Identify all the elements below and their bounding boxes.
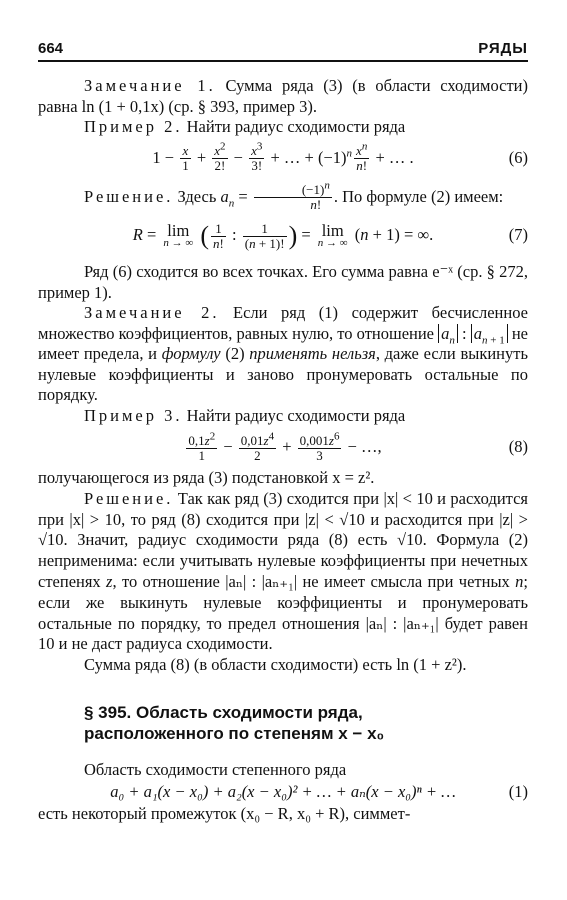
example-2: Пример 2. Найти радиус сходимости ряда [84, 117, 406, 136]
example-3: Пример 3. Найти радиус сходимости ряда [84, 405, 406, 425]
equation-number: (7) [508, 225, 528, 245]
equation-number: (1) [508, 782, 528, 802]
remark-1: Замечание 1. Сумма ряда (3) (в области сходимости) равна ln (1 + 0,1x) (ср. § 393, пример 3). [38, 76, 528, 116]
paragraph-series-6: Ряд (6) сходится во всех точках. Его сумма равна e⁻ˣ (ср. § 272, пример 1). [38, 262, 528, 302]
solution-3: Решение. Так как ряд (3) сходится при |x| < 10 и расходится при |x| > 10, то ряд (8) сходится при |z| < √10 и расходится при |z| > √10. Значит, радиус сходимости ряда (8) есть √10. Формула (2) неприменима: если учитывать нулевые коэффициенты при нечетных степенях z, то отношение |aₙ| : |aₙ₊₁| не имеет смысла при четных n; если же выкинуть нулевые коэффициенты и пронумеровать остальные по порядку, то предел отношения |aₙ| : |aₙ₊₁| будет равен 10 и не даст радиуса сходимости. [38, 488, 529, 654]
equation-number: (8) [508, 437, 528, 457]
paragraph-substitution: получающегося из ряда (3) подстановкой x = z². [38, 468, 375, 488]
page-body [38, 76, 528, 825]
remark-2: Замечание 2. Если ряд (1) содержит бесчисленное множество коэффициентов, равных нулю, то отношение $a_n$ : $a_{n + 1}$ не имеет предела, и формулу (2) применять нельзя, даже если выкинуть нулевые коэффициенты и заново пронумеровать остальные по порядку. [38, 303, 529, 405]
paragraph-domain: Область сходимости степенного ряда [84, 759, 347, 779]
page-number: 664 [38, 40, 64, 57]
header-rule [38, 60, 528, 62]
equation-8: $\frac{0,1z^2}{1}$ − $\frac{0,01z^4}{2}$ + $\frac{0,001z^6}{3}$ − …, (8) [38, 426, 528, 468]
solution-2: Решение. Здесь $a_n$ = $\frac{(-1)^n}{n!}$ . По формуле (2) имеем: [84, 179, 504, 213]
running-title: РЯДЫ [478, 40, 528, 57]
paragraph-sum-8: Сумма ряда (8) (в области сходимости) есть ln (1 + z²). [84, 655, 467, 675]
section-heading [38, 702, 528, 744]
equation-1: a₀ + a₁(x − x₀) + a₂(x − x₀)² + … + aₙ(x − x₀)ⁿ + … (1) [38, 780, 528, 804]
equation-7: R = lim n → ∞ ( $\frac{1}{n!}$ : $\frac{1}{(n + 1)!}$ ) = lim n → ∞ (n + 1) = ∞. (7) [38, 212, 528, 258]
page-header [38, 40, 528, 56]
section-title-line-1: § 395. Область сходимости ряда, [84, 702, 363, 722]
section-title-line-2: расположенного по степеням x − x₀ [84, 723, 385, 743]
equation-number: (6) [508, 147, 528, 167]
equation-6: 1 − $\frac{x}{1}$ + $\frac{x^2}{2!}$ − $\frac{x^3}{3!}$ + … + $(-1)^n$ $\frac{x^n}{n!}$ + … . (6) [38, 138, 528, 178]
paragraph-interval: есть некоторый промежуток (x₀ − R, x₀ + R), симмет- [38, 804, 411, 824]
